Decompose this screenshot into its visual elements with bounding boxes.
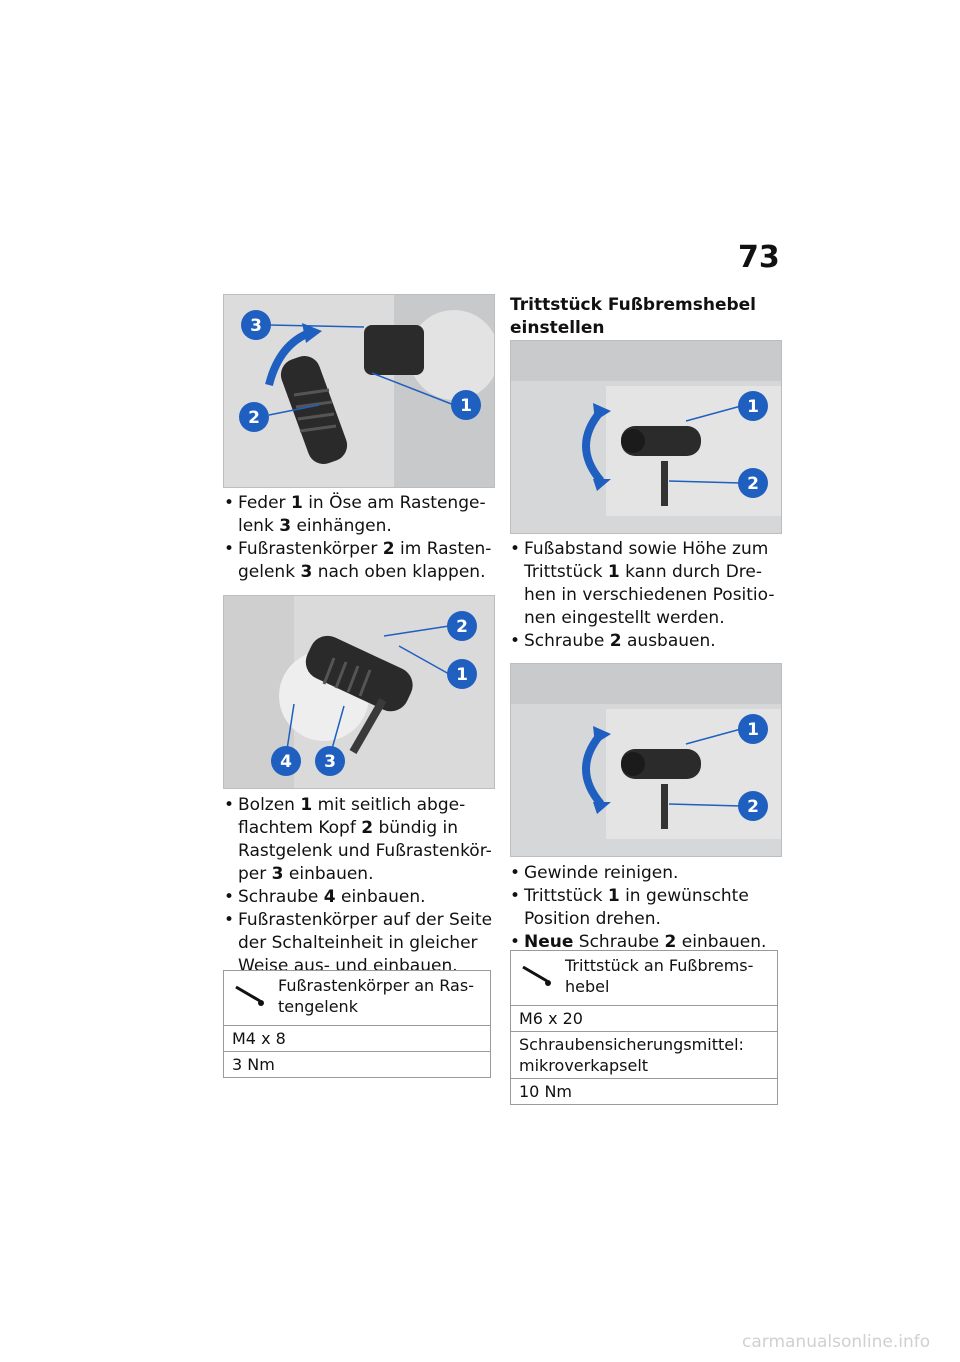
callout-label: 2 [747, 797, 759, 817]
torque-row: 3 Nm [224, 1052, 491, 1078]
wrench-icon [521, 963, 553, 994]
footrest-bolt-illustration [224, 596, 494, 788]
step-item: • Gewinde reinigen. [510, 862, 780, 885]
torque-row: M6 x 20 [511, 1006, 778, 1032]
step-item: • Neue Schraube 2 einbauen. [510, 931, 780, 954]
brake-pedal-illustration [511, 664, 781, 856]
step-item: • Fußrastenkörper auf der Seite der Schalteinheit in gleicher Weise aus- und einbauen. [224, 909, 494, 978]
callout-label: 4 [280, 752, 292, 772]
step-item: • Fußrastenkörper 2 im Rasten-gelenk 3 nach oben klappen. [224, 538, 494, 584]
torque-row: Schraubensicherungsmittel: mikroverkapselt [511, 1032, 778, 1079]
right-steps-2 [510, 862, 780, 954]
callout-label: 1 [456, 665, 468, 685]
callout-label: 3 [250, 316, 262, 336]
right-steps-1 [510, 538, 780, 653]
figure-brake-pedal-2 [510, 663, 782, 857]
callout-label: 2 [456, 617, 468, 637]
footrest-spring-illustration [224, 295, 494, 487]
watermark: carmanualsonline.info [742, 1332, 931, 1352]
section-heading: Trittstück Fußbremshebel einstellen [510, 295, 757, 338]
callout-label: 1 [460, 396, 472, 416]
figure-footrest-spring [223, 294, 495, 488]
torque-heading: Fußrastenkörper an Ras-tengelenk [224, 971, 491, 1026]
torque-row: M4 x 8 [224, 1026, 491, 1052]
step-item: • Schraube 4 einbauen. [224, 886, 494, 909]
callout-label: 2 [747, 474, 759, 494]
left-steps-1 [224, 492, 494, 584]
figure-brake-pedal-1 [510, 340, 782, 534]
left-steps-2 [224, 794, 494, 978]
step-item: • Trittstück 1 in gewünschte Position drehen. [510, 885, 780, 931]
callout-label: 3 [324, 752, 336, 772]
callout-label: 2 [248, 408, 260, 428]
torque-heading: Trittstück an Fußbrems-hebel [511, 951, 778, 1006]
brake-pedal-illustration [511, 341, 781, 533]
figure-footrest-bolt [223, 595, 495, 789]
step-item: • Feder 1 in Öse am Rastenge-lenk 3 einhängen. [224, 492, 494, 538]
step-item: • Bolzen 1 mit seitlich abge-flachtem Kopf 2 bündig in Rastgelenk und Fußrastenkör-per 3 einbauen. [224, 794, 494, 886]
wrench-icon [234, 983, 266, 1014]
page-number: 73 [738, 240, 780, 275]
torque-table-brake [510, 950, 778, 1105]
torque-table-footrest [223, 970, 491, 1078]
step-item: • Fußabstand sowie Höhe zum Trittstück 1 kann durch Dre-hen in verschiedenen Positio-nen eingestellt werden. [510, 538, 780, 630]
callout-label: 1 [747, 397, 759, 417]
torque-row: 10 Nm [511, 1079, 778, 1105]
callout-label: 1 [747, 720, 759, 740]
step-item: • Schraube 2 ausbauen. [510, 630, 780, 653]
